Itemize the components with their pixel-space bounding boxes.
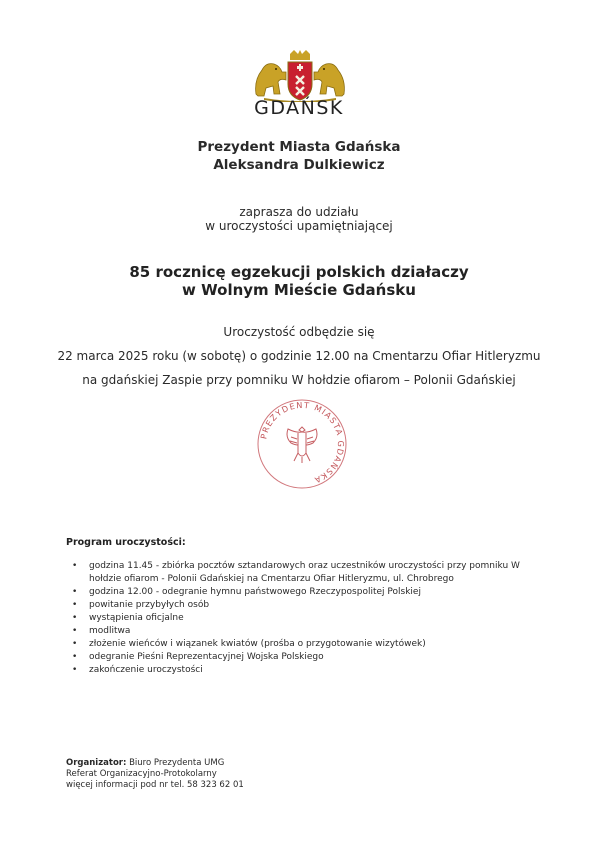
program-item: • złożenie wieńców i wiązanek kwiatów (prośba o przygotowanie wizytówek) [66,638,536,651]
eagle-seal-stamp-icon [255,397,349,491]
seal-text: PREZYDENT MIASTA GDAŃSKA [258,399,347,486]
program-heading: Program uroczystości: [66,537,186,548]
invitation-line-1: zaprasza do udziału [239,205,359,219]
program-item: • modlitwa [66,625,536,638]
city-name: GDAŃSK [254,97,344,119]
program-item: • odegranie Pieśni Reprezentacyjnej Wojska Polskiego [66,651,536,664]
event-details [0,320,598,392]
organizer-label: Organizator: [66,758,127,768]
program-item: • zakończenie uroczystości [66,664,536,677]
program-item: • godzina 11.45 - zbiórka pocztów sztandarowych oraz uczestników uroczystości przy pomniku W hołdzie ofiarom - Polonii Gdańskiej na Cmentarzu Ofiar Hitleryzmu, ul. Chrobrego [66,560,536,586]
details-line-3: na gdańskiej Zaspie przy pomniku W hołdzie ofiarom – Polonii Gdańskiej [82,373,516,387]
event-title-line-2: w Wolnym Mieście Gdańsku [182,281,416,299]
svg-text:PREZYDENT MIASTA GDAŃSKA [258,400,346,486]
host-title: Prezydent Miasta Gdańska [197,139,401,155]
gdansk-coat-of-arms-icon [250,50,350,102]
program-item: • powitanie przybyłych osób [66,599,536,612]
invitation-line-2: w uroczystości upamiętniającej [205,219,393,233]
program-item: • godzina 12.00 - odegranie hymnu państwowego Rzeczypospolitej Polskiej [66,586,536,599]
details-line-1: Uroczystość odbędzie się [223,325,375,339]
event-title [0,263,598,299]
host-name: Aleksandra Dulkiewicz [213,157,385,173]
footer-organizer [66,758,244,791]
details-line-2: 22 marca 2025 roku (w sobotę) o godzinie 12.00 na Cmentarzu Ofiar Hitleryzmu [57,349,541,363]
organizer-value: Biuro Prezydenta UMG [126,758,225,768]
program-list [66,560,536,677]
event-title-line-1: 85 rocznicę egzekucji polskich działaczy [129,263,469,281]
invitation-text [0,205,598,233]
program-item: • wystąpienia oficjalne [66,612,536,625]
organizer-line [66,758,244,769]
host-block [0,138,598,174]
organizer-department: Referat Organizacyjno-Protokolarny [66,769,217,779]
contact-info: więcej informacji pod nr tel. 58 323 62 01 [66,780,244,790]
